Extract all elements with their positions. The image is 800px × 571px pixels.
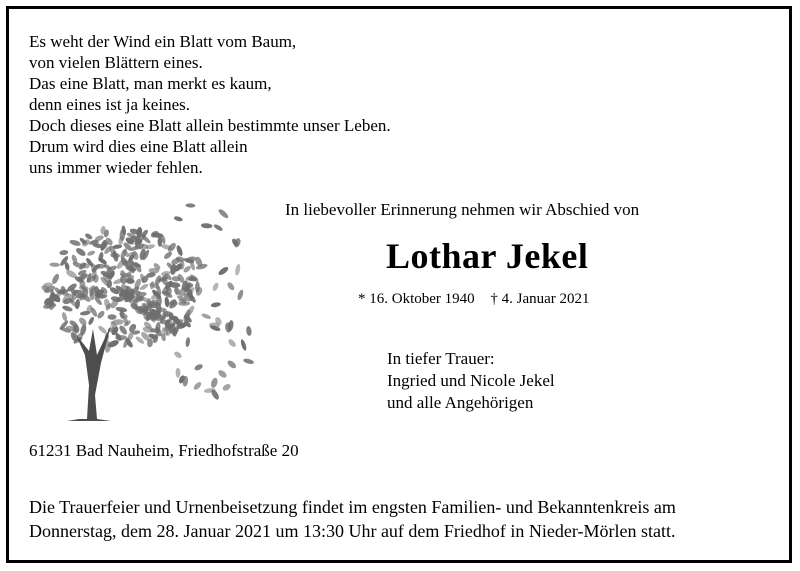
deceased-name: Lothar Jekel [386, 236, 589, 276]
mourners-line: und alle Angehörigen [387, 393, 534, 412]
mourners-line: Ingried und Nicole Jekel [387, 371, 555, 390]
poem-line: Doch dieses eine Blatt allein bestimmte unser Leben. [29, 116, 391, 135]
death-date: † 4. Januar 2021 [490, 291, 590, 307]
poem [29, 31, 391, 178]
funeral-notice [29, 495, 676, 543]
obituary-notice [6, 6, 792, 563]
poem-line: Das eine Blatt, man merkt es kaum, [29, 74, 272, 93]
poem-line: von vielen Blättern eines. [29, 53, 203, 72]
windblown-tree-icon [27, 195, 257, 425]
poem-line: Drum wird dies eine Blatt allein [29, 137, 248, 156]
farewell-intro: In liebevoller Erinnerung nehmen wir Abschied von [285, 200, 640, 219]
poem-line: denn eines ist ja keines. [29, 95, 190, 114]
notice-line: Donnerstag, dem 28. Januar 2021 um 13:30 Uhr auf dem Friedhof in Nieder-Mörlen statt. [29, 521, 676, 541]
notice-line: Die Trauerfeier und Urnenbeisetzung findet im engsten Familien- und Bekanntenkreis am [29, 497, 676, 517]
mourners-line: In tiefer Trauer: [387, 349, 495, 368]
poem-line: uns immer wieder fehlen. [29, 158, 203, 177]
poem-line: Es weht der Wind ein Blatt vom Baum, [29, 32, 297, 51]
address: 61231 Bad Nauheim, Friedhofstraße 20 [29, 441, 299, 460]
birth-date: * 16. Oktober 1940 [358, 291, 475, 307]
life-dates [358, 291, 602, 308]
mourners [387, 348, 555, 414]
